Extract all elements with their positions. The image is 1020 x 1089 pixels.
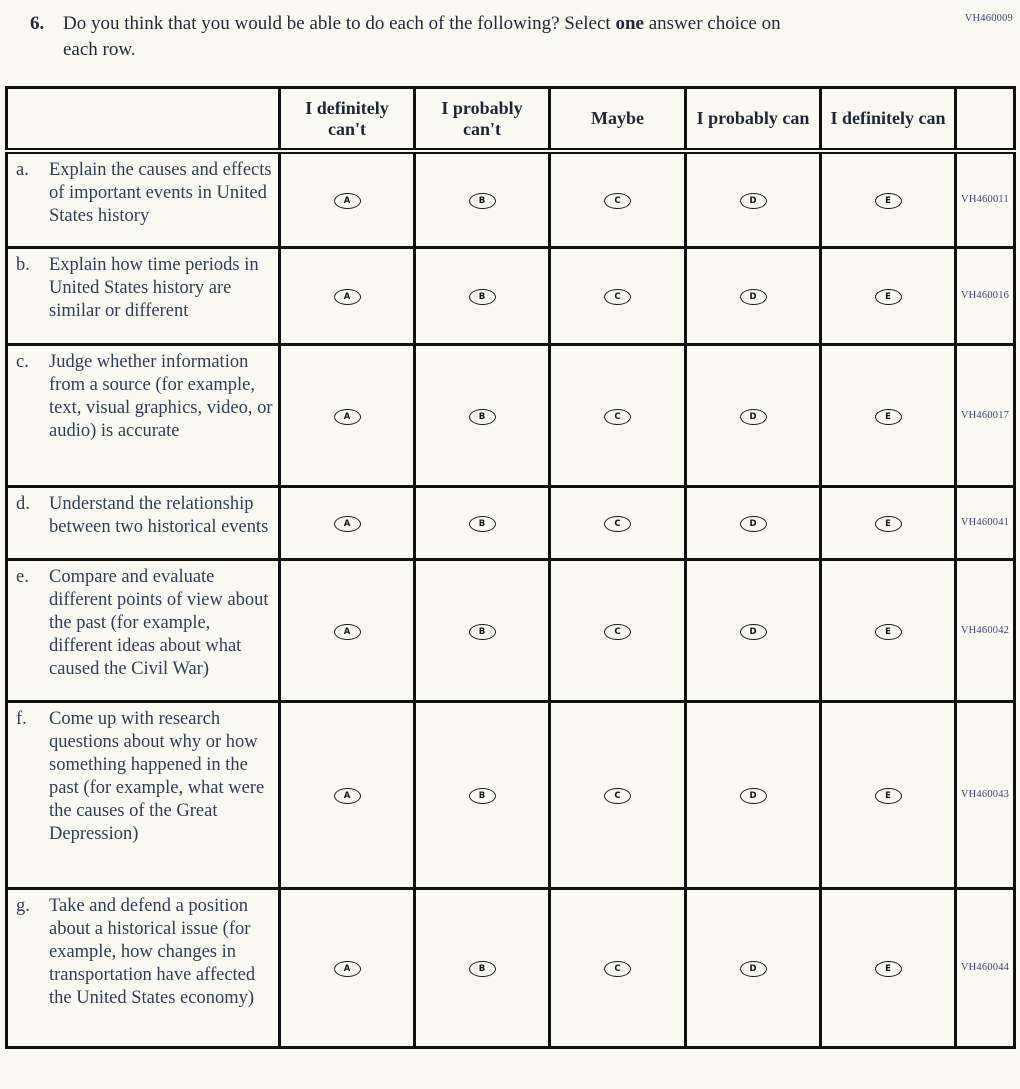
answer-cell [415,559,550,701]
answer-bubble-e[interactable]: E [875,624,902,640]
answer-bubble-b[interactable]: B [469,961,496,977]
table-row-d [7,486,1015,559]
statement-cell [7,247,280,344]
answer-bubble-c[interactable]: C [604,409,631,425]
answer-cell [550,888,686,1047]
answer-bubble-a[interactable]: A [334,961,361,977]
answer-bubble-a[interactable]: A [334,289,361,305]
column-header-probably-can: I probably can [686,88,821,152]
page-code: VH460009 [964,13,1013,24]
answer-bubble-c[interactable]: C [604,289,631,305]
answer-cell [821,559,956,701]
item-code: VH460042 [956,559,1015,701]
answer-cell [821,151,956,247]
answer-cell [280,559,415,701]
answer-bubble-e[interactable]: E [875,409,902,425]
table-row-c [7,344,1015,486]
item-code: VH460017 [956,344,1015,486]
row-letter: a. [16,160,29,180]
answer-cell [686,888,821,1047]
statement-cell [7,151,280,247]
item-code: VH460043 [956,701,1015,888]
answer-bubble-b[interactable]: B [469,289,496,305]
column-header-maybe: Maybe [550,88,686,152]
question-text-bold: one [615,13,644,34]
table-row-f [7,701,1015,888]
answer-cell [550,247,686,344]
answer-bubble-d[interactable]: D [740,624,767,640]
answer-cell [821,486,956,559]
answer-cell [686,151,821,247]
statement-cell [7,701,280,888]
header-row [7,88,1015,152]
statement-cell [7,888,280,1047]
answer-cell [686,559,821,701]
item-code: VH460044 [956,888,1015,1047]
question-number: 6. [30,13,45,34]
answer-cell [550,344,686,486]
column-header-definitely-cant: I definitely can't [280,88,415,152]
question-text-post: answer choice on each row. [63,13,781,60]
answer-cell [550,701,686,888]
table-row-b [7,247,1015,344]
answer-bubble-d[interactable]: D [740,289,767,305]
row-letter: c. [16,351,29,372]
item-code: VH460016 [956,247,1015,344]
answer-cell [415,888,550,1047]
answer-cell [415,486,550,559]
answer-bubble-a[interactable]: A [334,193,361,209]
row-statement: Compare and evaluate different points of view about the past (for example, different ideas about what caused the Civil War) [49,566,269,679]
answer-bubble-e[interactable]: E [875,193,902,209]
answer-cell [686,701,821,888]
answer-bubble-d[interactable]: D [740,516,767,532]
answer-bubble-a[interactable]: A [334,624,361,640]
answer-bubble-b[interactable]: B [469,788,496,804]
row-letter: g. [16,895,30,916]
answer-cell [550,486,686,559]
answer-bubble-c[interactable]: C [604,624,631,640]
answer-bubble-b[interactable]: B [469,624,496,640]
row-letter: f. [16,708,27,729]
answer-bubble-b[interactable]: B [469,516,496,532]
answer-bubble-e[interactable]: E [875,788,902,804]
answer-cell [686,486,821,559]
answer-bubble-a[interactable]: A [334,516,361,532]
statement-cell [7,486,280,559]
answer-cell [280,151,415,247]
answer-bubble-c[interactable]: C [604,961,631,977]
answer-cell [821,701,956,888]
column-header-definitely-can: I definitely can [821,88,956,152]
statement-cell [7,344,280,486]
answer-cell [415,701,550,888]
answer-bubble-c[interactable]: C [604,516,631,532]
answer-bubble-e[interactable]: E [875,516,902,532]
answer-cell [280,888,415,1047]
answer-cell [550,151,686,247]
answer-bubble-d[interactable]: D [740,961,767,977]
question-text-pre: Do you think that you would be able to do each of the following? Select [63,13,616,34]
question-text [63,11,803,63]
answer-bubble-e[interactable]: E [875,289,902,305]
item-code: VH460011 [956,151,1015,247]
answer-cell [686,344,821,486]
answer-cell [280,344,415,486]
row-statement: Understand the relationship between two historical events [49,493,269,537]
answer-bubble-c[interactable]: C [604,788,631,804]
table-row-a [7,151,1015,247]
answer-cell [821,247,956,344]
row-statement: Explain the causes and effects of important events in United States history [49,160,272,226]
answer-cell [821,344,956,486]
answer-bubble-d[interactable]: D [740,193,767,209]
table-row-e [7,559,1015,701]
response-grid [5,86,1016,1049]
column-header-blank [7,88,280,152]
answer-cell [280,247,415,344]
answer-bubble-a[interactable]: A [334,788,361,804]
answer-bubble-d[interactable]: D [740,788,767,804]
statement-cell [7,559,280,701]
answer-bubble-c[interactable]: C [604,193,631,209]
column-header-probably-cant: I probably can't [415,88,550,152]
column-header-code-blank [956,88,1015,152]
table-row-g [7,888,1015,1047]
item-code: VH460041 [956,486,1015,559]
answer-cell [280,486,415,559]
answer-bubble-e[interactable]: E [875,961,902,977]
row-letter: e. [16,566,29,587]
row-statement: Take and defend a position about a historical issue (for example, how changes in transportation have affected the United States economy) [49,895,256,1008]
row-statement: Explain how time periods in United States history are similar or different [49,254,259,321]
row-statement: Judge whether information from a source (for example, text, visual graphics, video, or audio) is accurate [49,351,273,441]
answer-bubble-b[interactable]: B [469,193,496,209]
answer-bubble-d[interactable]: D [740,409,767,425]
answer-bubble-a[interactable]: A [334,409,361,425]
answer-cell [415,344,550,486]
question-block [30,11,1020,63]
row-statement: Come up with research questions about why or how something happened in the past (for example, what were the causes of the Great Depression) [49,708,265,844]
row-letter: d. [16,493,30,514]
answer-cell [415,151,550,247]
row-letter: b. [16,254,30,275]
answer-bubble-b[interactable]: B [469,409,496,425]
answer-cell [821,888,956,1047]
answer-cell [280,701,415,888]
answer-cell [415,247,550,344]
answer-cell [550,559,686,701]
answer-cell [686,247,821,344]
